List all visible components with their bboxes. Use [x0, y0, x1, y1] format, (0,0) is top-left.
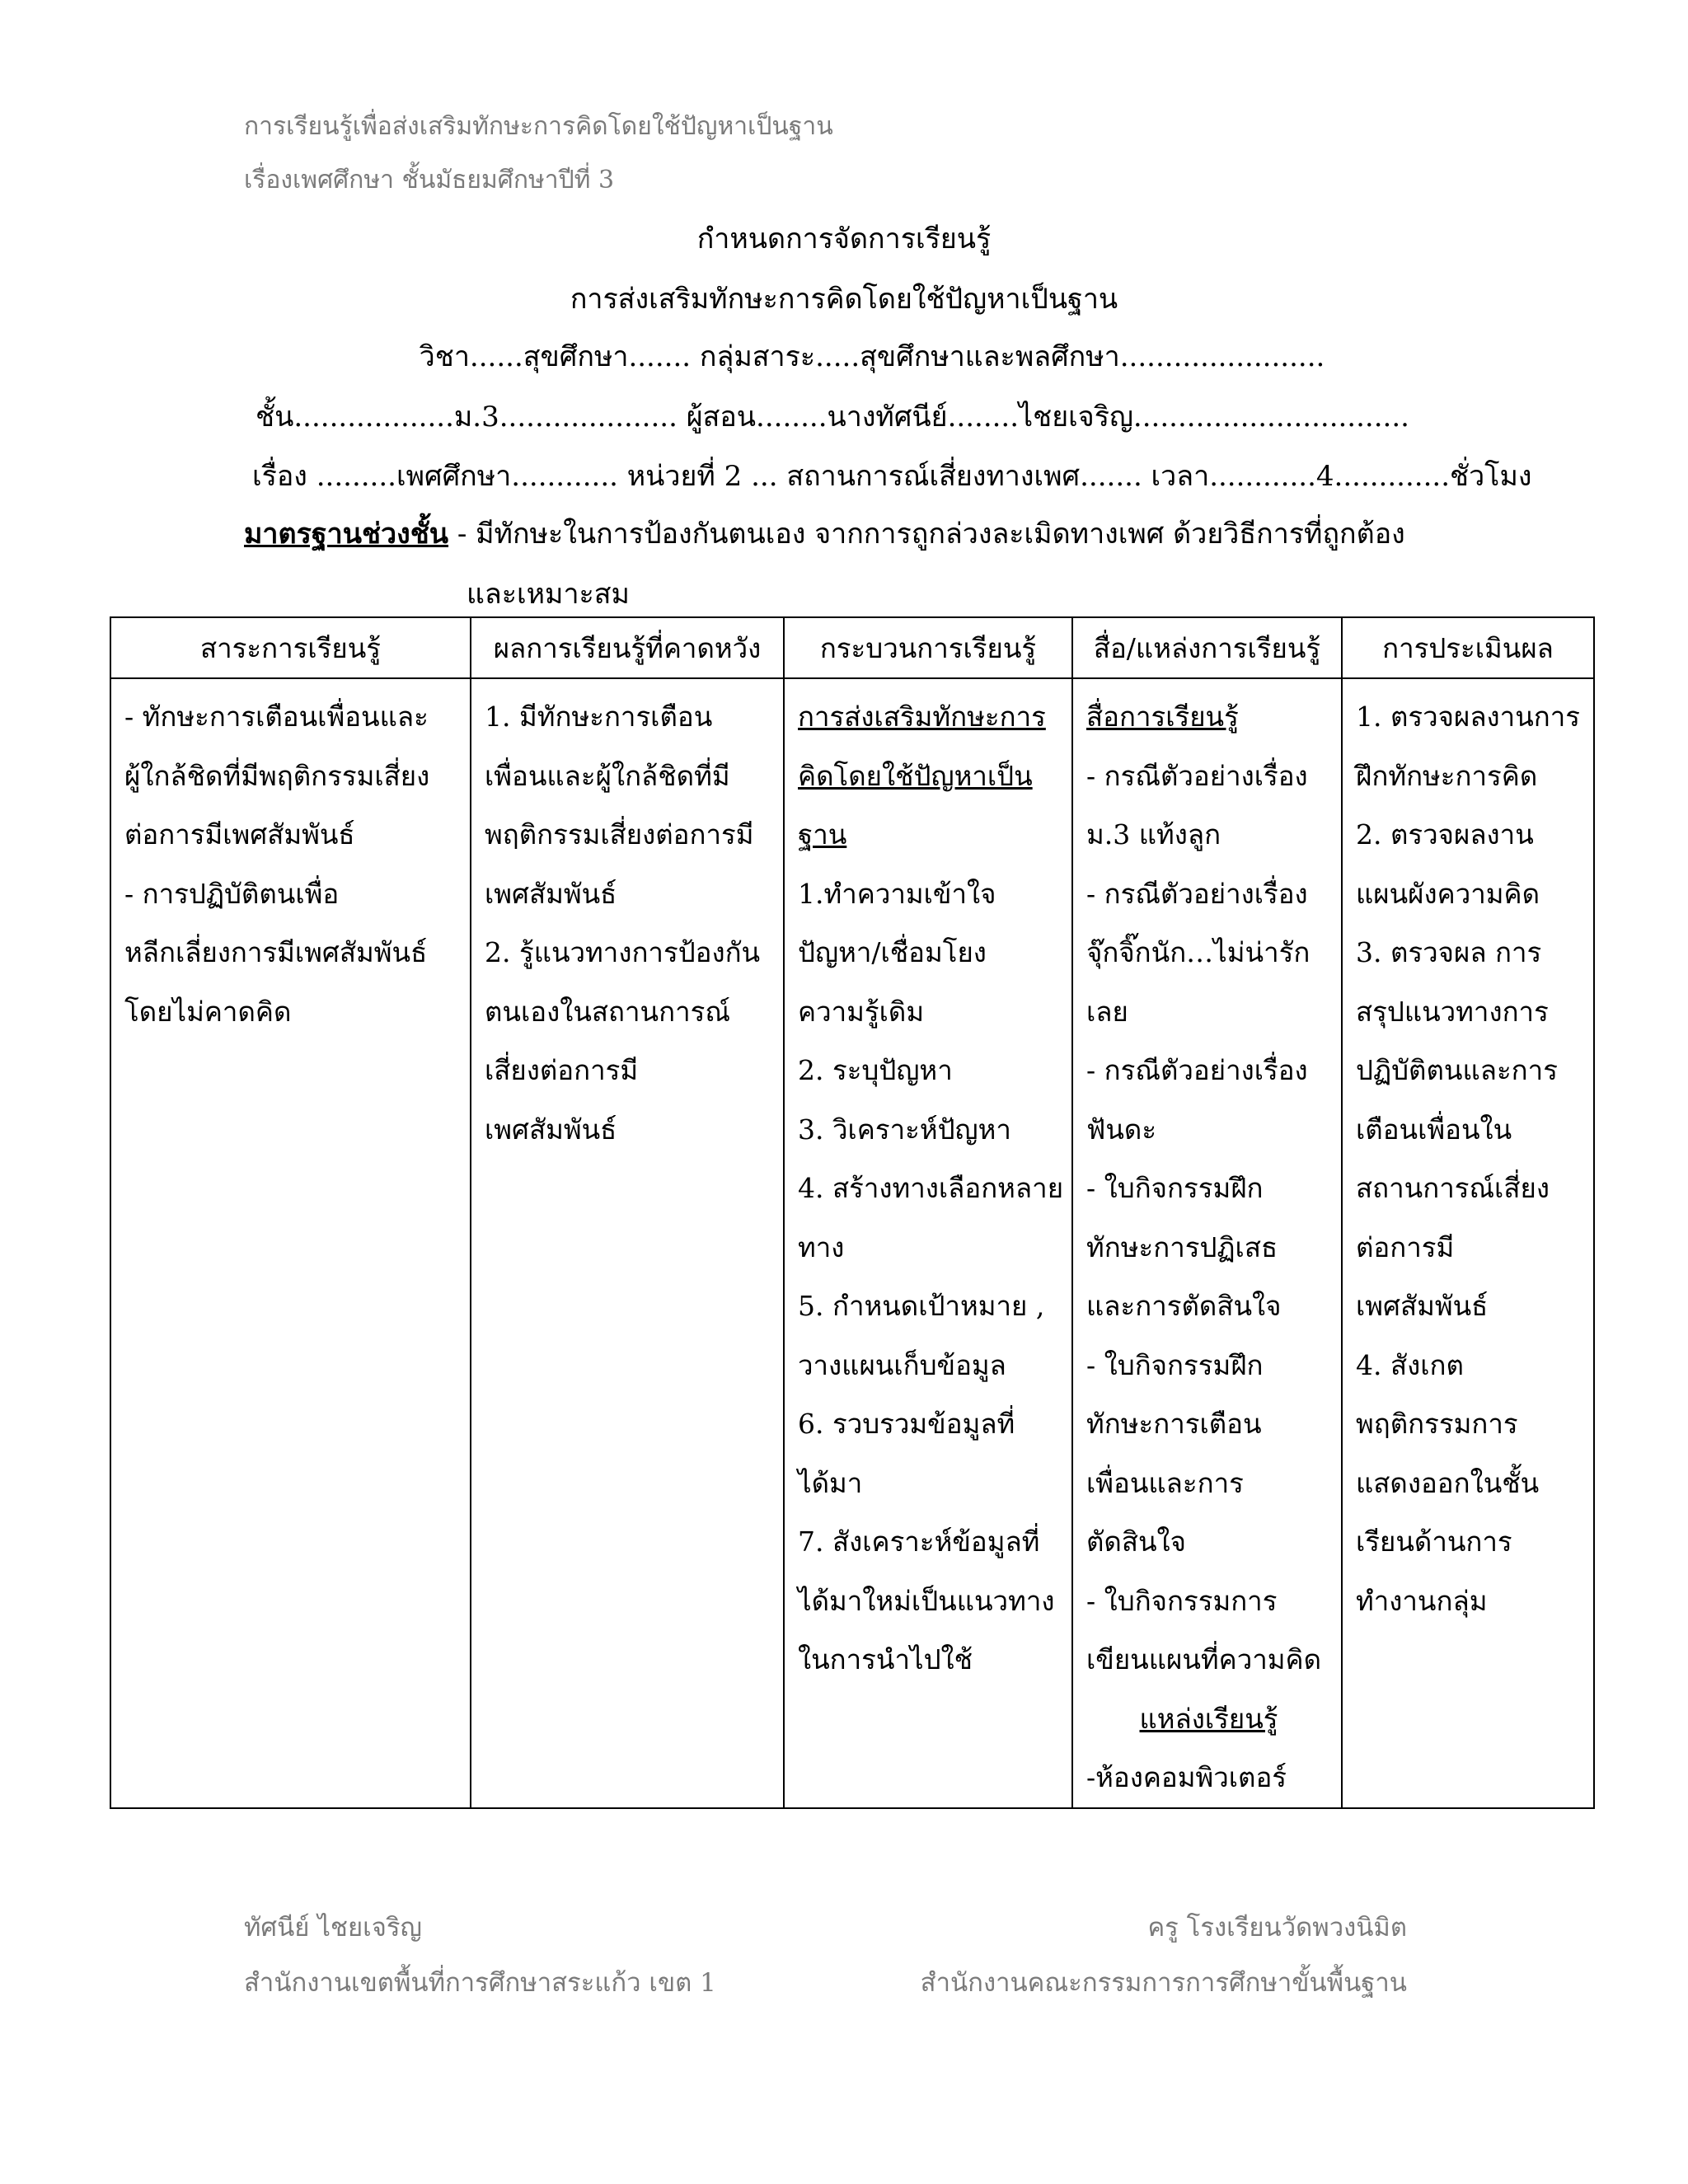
media-line: ทักษะการปฏิเสธ [1086, 1230, 1278, 1263]
process-line: 7. สังเคราะห์ข้อมูลที่ [798, 1526, 1040, 1558]
process-line: ความรู้เดิม [798, 995, 925, 1028]
header-media-sources: สื่อ/แหล่งการเรียนรู้ [1072, 617, 1342, 678]
media-line: - กรณีตัวอย่างเรื่อง [1086, 759, 1308, 792]
process-line: ได้มาใหม่เป็นแนวทาง [798, 1584, 1055, 1617]
running-header-line2: เรื่องเพศศึกษา ชั้นมัธยมศึกษาปีที่ 3 [244, 166, 615, 194]
outcome-line: เพื่อนและผู้ใกล้ชิดที่มี [485, 759, 730, 792]
content-line: - ทักษะการเตือนเพื่อนและ [124, 701, 429, 733]
evaluation-line: ฝึกทักษะการคิด [1356, 759, 1538, 792]
sources-line: -ห้องคอมพิวเตอร์ [1086, 1761, 1287, 1793]
media-line: เขียนแผนที่ความคิด [1086, 1643, 1322, 1675]
outcome-line: เสี่ยงต่อการมี [485, 1054, 639, 1086]
standard-label: มาตรฐานช่วงชั้น [244, 518, 449, 551]
footer-area-office: สำนักงานเขตพื้นที่การศึกษาสระแก้ว เขต 1 [244, 1968, 716, 1998]
media-line: เลย [1086, 995, 1128, 1028]
content-line: - การปฏิบัติตนเพื่อ [124, 877, 340, 910]
outcome-line: 1. มีทักษะการเตือน [485, 701, 713, 733]
content-line: หลีกเลี่ยงการมีเพศสัมพันธ์ [124, 936, 428, 968]
process-line: 4. สร้างทางเลือกหลาย [798, 1172, 1064, 1204]
process-line: 3. วิเคราะห์ปัญหา [798, 1113, 1011, 1146]
standard-continuation: และเหมาะสม [467, 578, 630, 611]
media-line: และการตัดสินใจ [1086, 1290, 1282, 1322]
outcome-line: เพศสัมพันธ์ [485, 877, 617, 910]
page-title: กำหนดการจัดการเรียนรู้ [696, 223, 992, 255]
standard-text: - มีทักษะในการป้องกันตนเอง จากการถูกล่วงละเมิดทางเพศ ด้วยวิธีการที่ถูกต้อง [448, 518, 1405, 551]
outcome-line: ตนเองในสถานการณ์ [485, 995, 730, 1028]
page-subtitle: การส่งเสริมทักษะการคิดโดยใช้ปัญหาเป็นฐาน [570, 283, 1118, 316]
topic-line: เรื่อง .........เพศศึกษา............ หน่วยที่ 2 ... สถานการณ์เสี่ยงทางเพศ....... เวลา............4.............ชั่วโมง [252, 460, 1532, 493]
evaluation-line: พฤติกรรมการ [1356, 1408, 1518, 1440]
evaluation-line: 1. ตรวจผลงานการ [1356, 701, 1580, 733]
evaluation-line: แผนผังความคิด [1356, 877, 1540, 910]
content-line: โดยไม่คาดคิด [124, 995, 292, 1028]
cell-media-sources [1072, 678, 1342, 1808]
evaluation-line: สรุปแนวทางการ [1356, 995, 1549, 1028]
cell-expected-outcomes [471, 678, 784, 1808]
evaluation-line: 4. สังเกต [1356, 1348, 1464, 1381]
evaluation-line: ต่อการมี [1356, 1230, 1455, 1263]
cell-content [110, 678, 471, 1808]
evaluation-line: แสดงออกในชั้น [1356, 1466, 1540, 1499]
process-line: ได้มา [798, 1466, 863, 1499]
media-heading: สื่อการเรียนรู้ [1086, 701, 1239, 733]
media-line: เพื่อนและการ [1086, 1466, 1244, 1499]
media-line: ม.3 แท้งลูก [1086, 818, 1221, 851]
cell-evaluation [1342, 678, 1594, 1808]
learning-plan-table [110, 616, 1595, 1809]
header-evaluation: การประเมินผล [1342, 617, 1594, 678]
content-line: ผู้ใกล้ชิดที่มีพฤติกรรมเสี่ยง [124, 759, 430, 792]
evaluation-line: เรียนด้านการ [1356, 1526, 1512, 1558]
header-learning-process: กระบวนการเรียนรู้ [784, 617, 1072, 678]
process-line: ในการนำไปใช้ [798, 1643, 973, 1675]
process-heading: การส่งเสริมทักษะการ [798, 701, 1046, 733]
outcome-line: พฤติกรรมเสี่ยงต่อการมี [485, 818, 754, 851]
table-header-row [110, 617, 1594, 678]
cell-learning-process [784, 678, 1072, 1808]
process-line: ปัญหา/เชื่อมโยง [798, 936, 987, 968]
subject-line: วิชา......สุขศึกษา....... กลุ่มสาระ.....สุขศึกษาและพลศึกษา....................... [419, 340, 1325, 373]
evaluation-line: เพศสัมพันธ์ [1356, 1290, 1489, 1322]
footer-school: ครู โรงเรียนวัดพวงนิมิต [1147, 1913, 1407, 1943]
media-line: ฟันดะ [1086, 1113, 1157, 1146]
running-header-line1: การเรียนรู้เพื่อส่งเสริมทักษะการคิดโดยใช้ปัญหาเป็นฐาน [244, 112, 833, 141]
process-line: 1.ทำความเข้าใจ [798, 877, 996, 910]
media-line: ตัดสินใจ [1086, 1526, 1187, 1558]
header-expected-outcomes: ผลการเรียนรู้ที่คาดหวัง [471, 617, 784, 678]
evaluation-line: เตือนเพื่อนใน [1356, 1113, 1512, 1146]
process-line: 6. รวบรวมข้อมูลที่ [798, 1408, 1015, 1440]
class-line: ชั้น..................ม.3.................... ผู้สอน........นางทัศนีย์........ไชยเจริญ............................... [256, 401, 1409, 434]
evaluation-line: 3. ตรวจผล การ [1356, 936, 1542, 968]
content-line: ต่อการมีเพศสัมพันธ์ [124, 818, 355, 851]
media-line: - กรณีตัวอย่างเรื่อง [1086, 1054, 1308, 1086]
process-line: วางแผนเก็บข้อมูล [798, 1348, 1006, 1381]
process-line: 2. ระบุปัญหา [798, 1054, 953, 1086]
standard-line [244, 511, 1405, 555]
media-line: - ใบกิจกรรมฝึก [1086, 1172, 1264, 1204]
evaluation-line: ปฏิบัติตนและการ [1356, 1054, 1558, 1086]
process-heading: ฐาน [798, 818, 847, 851]
process-heading: คิดโดยใช้ปัญหาเป็น [798, 759, 1033, 792]
media-line: - ใบกิจกรรมการ [1086, 1584, 1278, 1617]
media-line: ทักษะการเตือน [1086, 1408, 1262, 1440]
header-content: สาระการเรียนรู้ [110, 617, 471, 678]
sources-heading: แหล่งเรียนรู้ [1139, 1702, 1278, 1735]
process-line: 5. กำหนดเป้าหมาย , [798, 1290, 1045, 1322]
evaluation-line: 2. ตรวจผลงาน [1356, 818, 1534, 851]
outcome-line: เพศสัมพันธ์ [485, 1113, 617, 1146]
table-row [110, 678, 1594, 1808]
media-line: - กรณีตัวอย่างเรื่อง [1086, 877, 1308, 910]
media-line: จุ๊กจิ๊กนัก…ไม่น่ารัก [1086, 936, 1311, 968]
footer-author: ทัศนีย์ ไชยเจริญ [244, 1913, 422, 1943]
outcome-line: 2. รู้แนวทางการป้องกัน [485, 936, 761, 968]
media-line: - ใบกิจกรรมฝึก [1086, 1348, 1264, 1381]
footer-commission: สำนักงานคณะกรรมการการศึกษาขั้นพื้นฐาน [920, 1968, 1407, 1998]
evaluation-line: สถานการณ์เสี่ยง [1356, 1172, 1550, 1204]
evaluation-line: ทำงานกลุ่ม [1356, 1584, 1488, 1617]
process-line: ทาง [798, 1230, 845, 1263]
